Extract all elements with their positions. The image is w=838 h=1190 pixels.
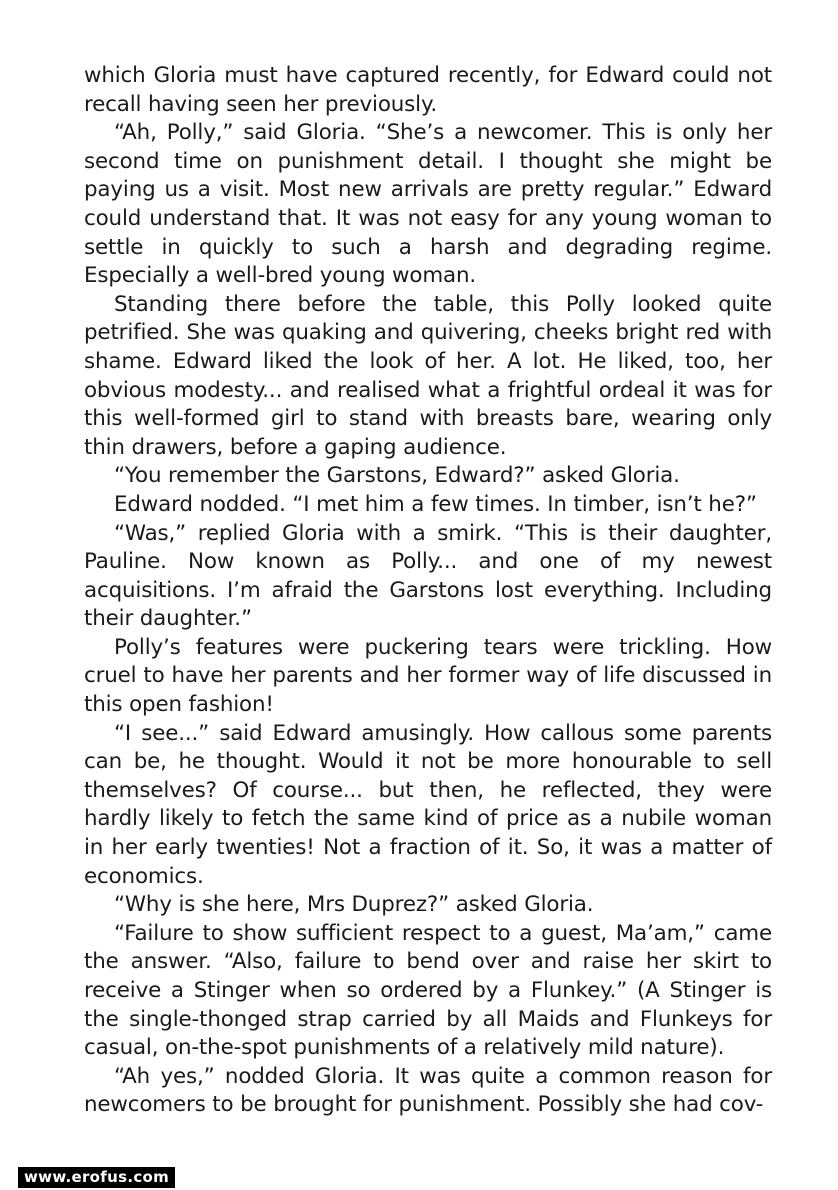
paragraph-1: which Gloria must have captured recently, for Edward could not recall having seen her previously.	[84, 63, 772, 117]
paragraph-3: Standing there before the table, this Polly looked quite petrified. She was quaking and quivering, cheeks bright red with shame. Edward liked the look of her. A lot. He liked, too, her obvious modesty... and realised what a frightful ordeal it was for this well-formed girl to stand with breasts bare, wearing only thin drawers, before a gaping audience.	[84, 291, 772, 460]
paragraph-11: “Ah yes,” nodded Gloria. It was quite a common reason for newcomers to be brought for punishment. Possibly she had cov-	[84, 1063, 772, 1118]
paragraph-4: “You remember the Garstons, Edward?” asked Gloria.	[114, 463, 680, 489]
paragraph-7: Polly’s features were puckering tears were trickling. How cruel to have her parents and her former way of life discussed in this open fashion!	[84, 634, 772, 718]
paragraph-9: “Why is she here, Mrs Duprez?” asked Gloria.	[114, 892, 594, 918]
paragraph-2: “Ah, Polly,” said Gloria. “She’s a newcomer. This is only her second time on punishment detail. I thought she might be paying us a visit. Most new arrivals are pretty regular.” Edward could understand that. It was not easy for any young woman to settle in quickly to such a harsh and degrading regime. Especially a well-bred young woman.	[84, 120, 772, 289]
paragraph-6: “Was,” replied Gloria with a smirk. “This is their daughter, Pauline. Now known as Polly... and one of my newest acquisitions. I’m afraid the Garstons lost everything. Including their daughter.”	[84, 520, 772, 632]
body-text	[84, 62, 772, 1120]
paragraph-10: “Failure to show sufficient respect to a guest, Ma’am,” came the answer. “Also, failure to bend over and raise her skirt to receive a Stinger when so ordered by a Flunkey.” (A Stinger is the single-thonged strap carried by all Maids and Flunkeys for casual, on-the-spot punishments of a relatively mild nature).	[84, 920, 772, 1061]
paragraph-8: “I see...” said Edward amusingly. How callous some parents can be, he thought. Would it not be more honourable to sell themselves? Of course... but then, he reflected, they were hardly likely to fetch the same kind of price as a nubile woman in her early twenties! Not a fraction of it. So, it was a matter of economics.	[84, 720, 772, 889]
paragraph-5: Edward nodded. “I met him a few times. In timber, isn’t he?”	[114, 491, 757, 517]
watermark: www.erofus.com	[18, 1167, 175, 1188]
